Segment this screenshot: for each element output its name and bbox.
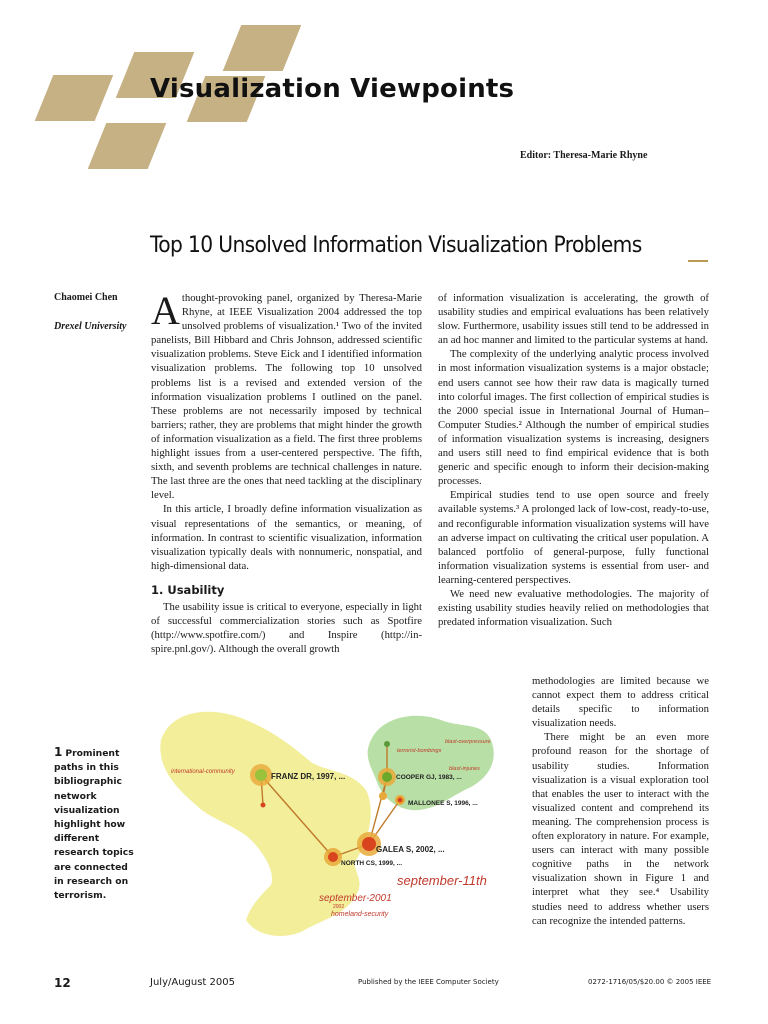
copyright-line: 0272-1716/05/$20.00 © 2005 IEEE (588, 978, 712, 986)
page-number: 12 (54, 976, 71, 990)
figure-1-network-visualization (151, 700, 519, 942)
figure-caption-text: Prominent paths in this bibliographic network visualization highlight how different research topics are connected in research on terrorism. (54, 748, 134, 902)
paragraph: The complexity of the underlying analytic process involved in most information visualization systems is a major obstacle; end users cannot see how their raw data is magically turned into colorful images. The first collection of empirical studies is the 2000 special issue in International Journal of Human–Computer Studies.² Although the number of empirical studies of information visualization systems is increasing, designers and users still need to find empirical evidence that is both generic and specific enough to inform their decision-making processes. (438, 348, 709, 488)
issue-date: July/August 2005 (150, 977, 235, 988)
paragraph: of information visualization is accelerating, the growth of usability studies and empirical evaluations has been relatively slow. Furthermore, usability issues still tend to be addressed in an ad hoc manner and limited to the particular systems at hand. (438, 292, 709, 347)
label-blast-overpressure: blast-overpressure (445, 739, 491, 745)
network-svg (151, 700, 519, 942)
label-cooper: COOPER GJ, 1983, ... (396, 774, 462, 781)
figure-caption (54, 745, 134, 903)
department-title: Visualization Viewpoints (150, 74, 515, 104)
label-international-community: international-community (171, 769, 235, 775)
paragraph: There might be an even more profound reason for the shortage of usability studies. Information visualization is a visual exploration tool that enables the user to interact with the visualized content and comprehend its meaning. The comprehension process is often exploratory in nature. For example, users can interact with many possible cognitive paths in the network visualization shown in Figure 1 and interpret what they see.⁴ Usability studies need to address whether users can recognize the intended patterns. (532, 731, 709, 927)
label-mallonee: MALLONEE S, 1996, ... (408, 800, 478, 807)
paragraph: methodologies are limited because we cannot expect them to address critical details specific to information visualization needs. (532, 675, 709, 730)
paragraph: In this article, I broadly define information visualization as visual representations of the semantics, or meaning, of information. In contrast to scientific visualization, information visualization typically deals with nonnumeric, nonspatial, and high-dimensional data. (151, 503, 422, 572)
label-2002: 2002 (333, 904, 345, 910)
header-decor-square (88, 123, 167, 169)
label-terrorist-bombings: terrorist-bombings (397, 748, 442, 754)
column-left (151, 288, 422, 656)
column-right (438, 291, 709, 629)
figure-number: 1 (54, 745, 63, 759)
author-name: Chaomei Chen (54, 292, 118, 303)
publisher-line: Published by the IEEE Computer Society (358, 978, 499, 986)
drop-cap: A (151, 288, 180, 333)
label-september-11th: september-11th (397, 873, 487, 888)
paragraph: The usability issue is critical to everyone, especially in light of successful commercialization stories such as Spotfire (http://www.spotfire.com/) and Inspire (http://in-spire.pnl.gov/). Although the overall growth (151, 600, 422, 656)
intro-paragraph: Athought-provoking panel, organized by Theresa-Marie Rhyne, at IEEE Visualization 2004 addressed the top unsolved problems of visualization.¹ Two of the invited panelists, Bill Hibbard and Chris Johnson, addressed scientific visualization problems. Steve Eick and I identified information visualization problems. The following top 10 unsolved problems list is a revised and extended version of the information visualization problems I outlined on the panel. These problems are not necessarily imposed by technical barriers; rather, they are problems that might hinder the growth of information visualization as a field. The first three problems highlight issues from a user-centered perspective. The fifth, sixth, and seventh problems are technical challenges in nature. The last three are the ones that need tackling at the disciplinary level. (151, 288, 422, 502)
label-blast-injuries: blast-injuries (449, 766, 480, 772)
label-franz: FRANZ DR, 1997, ... (271, 772, 346, 781)
label-north: NORTH CS, 1999, ... (341, 860, 403, 867)
section-heading-usability: 1. Usability (151, 582, 225, 597)
author-affiliation: Drexel University (54, 321, 127, 332)
label-september-2001: september-2001 (319, 893, 392, 904)
title-rule (688, 260, 708, 262)
article-title: Top 10 Unsolved Information Visualization Problems (150, 233, 642, 258)
paragraph: We need new evaluative methodologies. The majority of existing usability studies heavily relied on methodologies that predated information visualization. Such (438, 587, 709, 629)
label-homeland-security: homeland-security (331, 911, 389, 918)
header-decor-square (35, 75, 114, 121)
editor-line: Editor: Theresa-Marie Rhyne (520, 150, 648, 161)
paragraph: Empirical studies tend to use open source and freely available systems.³ A prolonged lack of low-cost, ready-to-use, and reconfigurable information visualization systems will have an adverse impact on cultivating the critical user population. A balanced portfolio of general-purpose, fully functional information visualization systems is essential from user- and learning-centered perspectives. (438, 489, 709, 586)
column-right-wrap (532, 674, 709, 928)
label-galea: GALEA S, 2002, ... (376, 845, 445, 854)
header-decor-square (223, 25, 302, 71)
